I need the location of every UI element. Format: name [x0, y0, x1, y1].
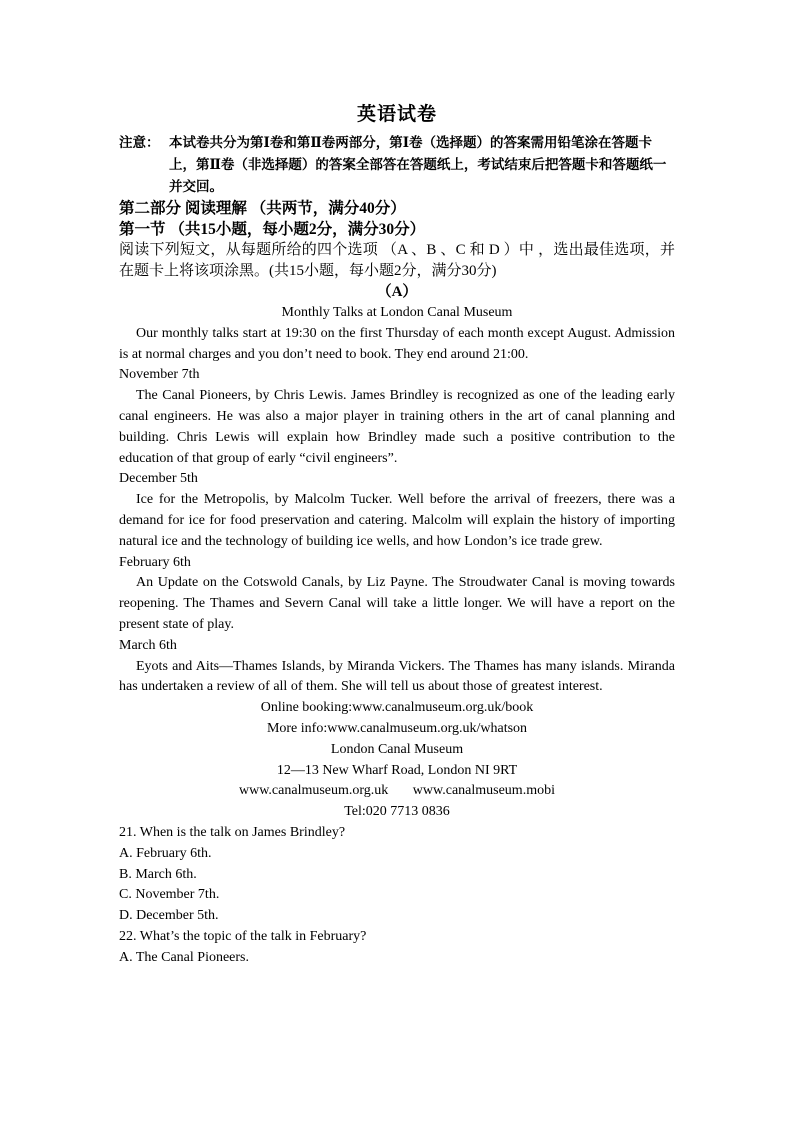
- instruction: 阅读下列短文，从每题所给的四个选项 （A 、B 、C 和 D ）中 ，选出最佳选项，并在题卡上将该项涂黑。(共15小题，每小题2分，满分30分): [119, 242, 675, 279]
- passage-intro: Our monthly talks start at 19:30 on the first Thursday of each month except August. Admission is at normal charges and you don’t need to book. They end around 21:00.: [119, 325, 675, 362]
- booking-line: Online booking:www.canalmuseum.org.uk/book: [260, 700, 534, 716]
- talk-date: December 5th: [119, 471, 198, 487]
- talk-date: February 6th: [119, 554, 191, 570]
- exam-page: [119, 100, 675, 969]
- answer-option: A. February 6th.: [119, 845, 212, 861]
- talk-description: The Canal Pioneers, by Chris Lewis. James Brindley is recognized as one of the leading early canal engineers. He was also a major player in training others in the art of canal planning and building. Chris Lewis will explain how Brindley made such a positive contribution to the education of that group of early “civil engineers”.: [119, 388, 675, 466]
- talk-date: November 7th: [119, 367, 200, 383]
- talk-description: An Update on the Cotswold Canals, by Liz Payne. The Stroudwater Canal is moving towards reopening. The Thames and Severn Canal will take a little longer. We will have a report on the present state of play.: [119, 575, 675, 632]
- museum-phone: Tel:020 7713 0836: [344, 804, 450, 820]
- section-heading: 第一节 （共15小题，每小题2分，满分30分）: [119, 221, 426, 238]
- museum-address: 12—13 New Wharf Road, London NI 9RT: [276, 762, 518, 778]
- answer-option: B. March 6th.: [119, 866, 197, 882]
- answer-option: A. The Canal Pioneers.: [119, 949, 249, 965]
- museum-name: London Canal Museum: [330, 741, 464, 757]
- talk-description: Ice for the Metropolis, by Malcolm Tucker. Well before the arrival of freezers, there was a demand for ice for food preservation and catering. Malcolm will explain the history of importing natural ice and the technology of building ice wells, and how London’s ice trade grew.: [119, 492, 675, 549]
- notice-label: 注意：: [119, 135, 160, 150]
- answer-option: C. November 7th.: [119, 887, 220, 903]
- passage-label: （A）: [376, 284, 418, 300]
- talk-description: Eyots and Aits—Thames Islands, by Miranda Vickers. The Thames has many islands. Miranda has undertaken a review of all of them. She will tell us about those of greatest interest.: [119, 658, 675, 695]
- question-stem: 21. When is the talk on James Brindley?: [119, 824, 346, 840]
- passage-heading: Monthly Talks at London Canal Museum: [281, 305, 513, 320]
- answer-option: D. December 5th.: [119, 908, 219, 924]
- notice: [119, 132, 675, 198]
- part-heading: 第二部分 阅读理解 （共两节，满分40分）: [119, 200, 406, 217]
- info-line: More info:www.canalmuseum.org.uk/whatson: [266, 720, 528, 736]
- page-title: 英语试卷: [356, 104, 437, 125]
- question-stem: 22. What’s the topic of the talk in February?: [119, 928, 367, 944]
- notice-text: 本试卷共分为第Ⅰ卷和第Ⅱ卷两部分，第Ⅰ卷（选择题）的答案需用铅笔涂在答题卡上，第Ⅱ卷（非选择题）的答案全部答在答题纸上，考试结束后把答题卡和答题纸一并交回。: [169, 135, 667, 194]
- museum-websites: www.canalmuseum.org.uk www.canalmuseum.mobi: [239, 783, 555, 799]
- talk-date: March 6th: [119, 637, 177, 653]
